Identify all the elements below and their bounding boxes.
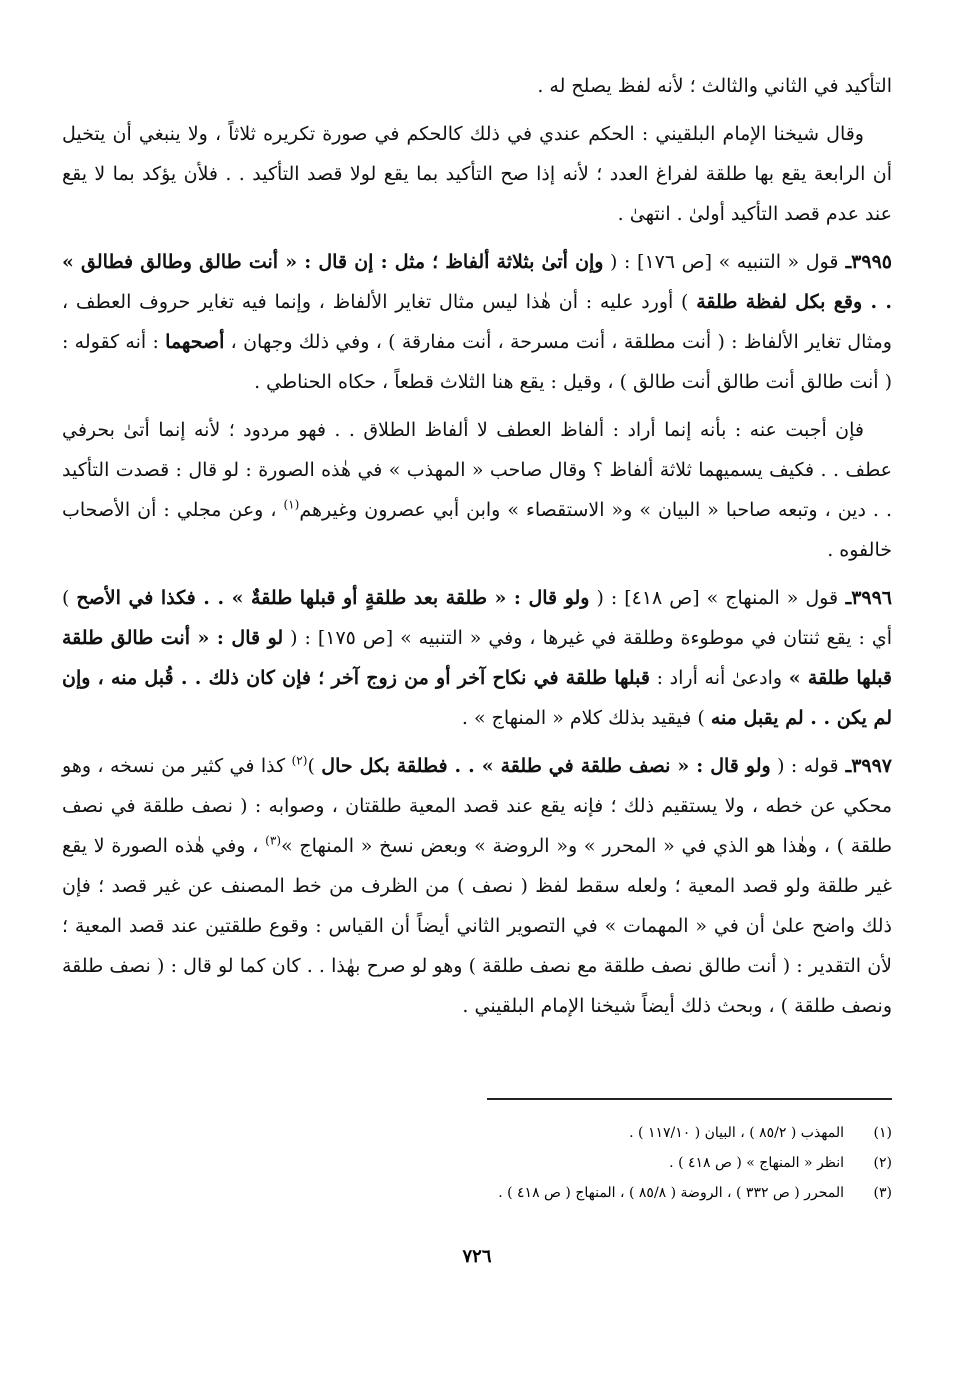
- text-segment: قول « التنبيه » [ص ١٧٦] : (: [603, 251, 839, 273]
- text-segment: ) أي : يقع ثنتان في موطوءة وطلقة في غيرها ، وفي « التنبيه » [ص ١٧٥] : (: [62, 587, 892, 649]
- text-segment: ، وعن مجلي : أن الأصحاب خالفوه .: [62, 499, 892, 561]
- paragraph: [62, 66, 892, 106]
- text-segment: ٣٩٩٥ـ: [838, 251, 892, 273]
- text-segment: كذا في كثير من نسخه ، وهو محكي عن خطه ، ولا يستقيم ذلك ؛ فإنه يقع عند قصد المعية طلقتان ، وصوابه : ( نصف طلقة في نصف طلقة ) ، وهٰذا هو الذي في « المحرر » و« الروضة » وبعض نسخ « المنهاج »: [62, 755, 892, 857]
- text-segment: وإن أتىٰ بثلاثة ألفاظ ؛ مثل : إن قال : « أنت طالق وطالق فطالق » . . وقع بكل لفظة طلقة: [62, 251, 892, 313]
- text-segment: ، وفي هٰذه الصورة لا يقع غير طلقة ولو قصد المعية ؛ ولعله سقط لفظ ( نصف ) من الظرف من خط المصنف عن غير قصد ؛ فإن ذلك واضح علىٰ أن في « المهمات » في التصوير الثاني أيضاً أن القياس : وقوع طلقتين عند قصد المعية ؛ لأن التقدير : ( أنت طالق نصف طلقة مع نصف طلقة ) وهو لو صرح بهٰذا . . كان كما لو قال : ( نصف طلقة ونصف طلقة ) ، وبحث ذلك أيضاً شيخنا الإمام البلقيني .: [62, 835, 892, 1017]
- footnote: [62, 1148, 892, 1178]
- footnote-separator: [487, 1098, 892, 1100]
- paragraph: [62, 410, 892, 570]
- text-segment: ) فيقيد بذلك كلام « المنهاج » .: [461, 707, 711, 729]
- text-segment: التأكيد في الثاني والثالث ؛ لأنه لفظ يصلح له .: [537, 75, 892, 97]
- text-segment: : أنه كقوله : ( أنت طالق أنت طالق أنت طالق ) ، وقيل : يقع هنا الثلاث قطعاً ، حكاه الحناطي .: [62, 331, 892, 393]
- footnote-text: المحرر ( ص ٣٣٢ ) ، الروضة ( ٨٥/٨ ) ، المنهاج ( ص ٤١٨ ) .: [498, 1185, 844, 1201]
- text-segment: أصحهما: [165, 331, 225, 353]
- page-number: ٧٢٦: [462, 1246, 492, 1266]
- text-segment: ولو قال : « طلقة بعد طلقةٍ أو قبلها طلقةٌ » . . فكذا في الأصح: [76, 587, 590, 609]
- paragraph: [62, 114, 892, 234]
- footnote-ref: (٣): [265, 833, 281, 848]
- text-segment: قول « المنهاج » [ص ٤١٨] : (: [589, 587, 839, 609]
- text-segment: ٣٩٩٧ـ: [838, 755, 893, 777]
- text-segment: ولو قال : « نصف طلقة في طلقة » . . فطلقة بكل حال: [321, 755, 771, 777]
- footnote: [62, 1118, 892, 1148]
- footnote-number: (٣): [873, 1185, 892, 1201]
- text-segment: قوله : (: [770, 755, 839, 777]
- text-segment: وقال شيخنا الإمام البلقيني : الحكم عندي في ذلك كالحكم في صورة تكريره ثلاثاً ، ولا ينبغي أن يتخيل أن الرابعة يقع بها طلقة لفراغ العدد ؛ لأنه إذا صح التأكيد بما يقع لولا قصد التأكيد . . فلأن يؤكد بما لا يقع عند عدم قصد التأكيد أولىٰ . انتهىٰ .: [62, 123, 892, 225]
- text-segment: وادعىٰ أنه أراد :: [649, 667, 789, 689]
- text-segment: ) أورد عليه : أن هٰذا ليس مثال تغاير الألفاظ ، وإنما فيه تغاير حروف العطف ، ومثال تغاير الألفاظ : ( أنت مطلقة ، أنت مسرحة ، أنت مفارقة ) ، وفي ذلك وجهان ،: [62, 291, 892, 353]
- page-body: [62, 66, 892, 1034]
- footnote-number: (١): [873, 1125, 892, 1141]
- footnote: [62, 1178, 892, 1208]
- footnotes: [62, 1118, 892, 1208]
- text-segment: لو قال : « أنت طالق طلقة قبلها طلقة »: [62, 627, 892, 689]
- text-segment: قبلها طلقة في نكاح آخر أو من زوج آخر ؛ فإن كان ذلك . . قُبل منه ، وإن لم يكن . . لم يقبل منه: [62, 667, 892, 729]
- footnote-ref: (٢): [291, 753, 308, 768]
- text-segment: ٣٩٩٦ـ: [838, 587, 893, 609]
- text-segment: فإن أجبت عنه : بأنه إنما أراد : ألفاظ العطف لا ألفاظ الطلاق . . فهو مردود ؛ لأنه إنما أتىٰ بحرفي عطف . . فكيف يسميهما ثلاثة ألفاظ ؟ وقال صاحب « المهذب » في هٰذه الصورة : لو قال : قصدت التأكيد . . دين ، وتبعه صاحبا « البيان » و« الاستقصاء » وابن أبي عصرون وغيرهم: [62, 419, 892, 521]
- paragraph: [62, 746, 892, 1026]
- footnote-text: المهذب ( ٨٥/٢ ) ، البيان ( ١١٧/١٠ ) .: [629, 1125, 844, 1141]
- text-segment: ): [307, 755, 322, 777]
- paragraph: [62, 242, 892, 402]
- footnote-number: (٢): [873, 1155, 892, 1171]
- footnote-text: انظر « المنهاج » ( ص ٤١٨ ) .: [669, 1155, 844, 1171]
- paragraph: [62, 578, 892, 738]
- footnote-ref: (١): [283, 497, 300, 512]
